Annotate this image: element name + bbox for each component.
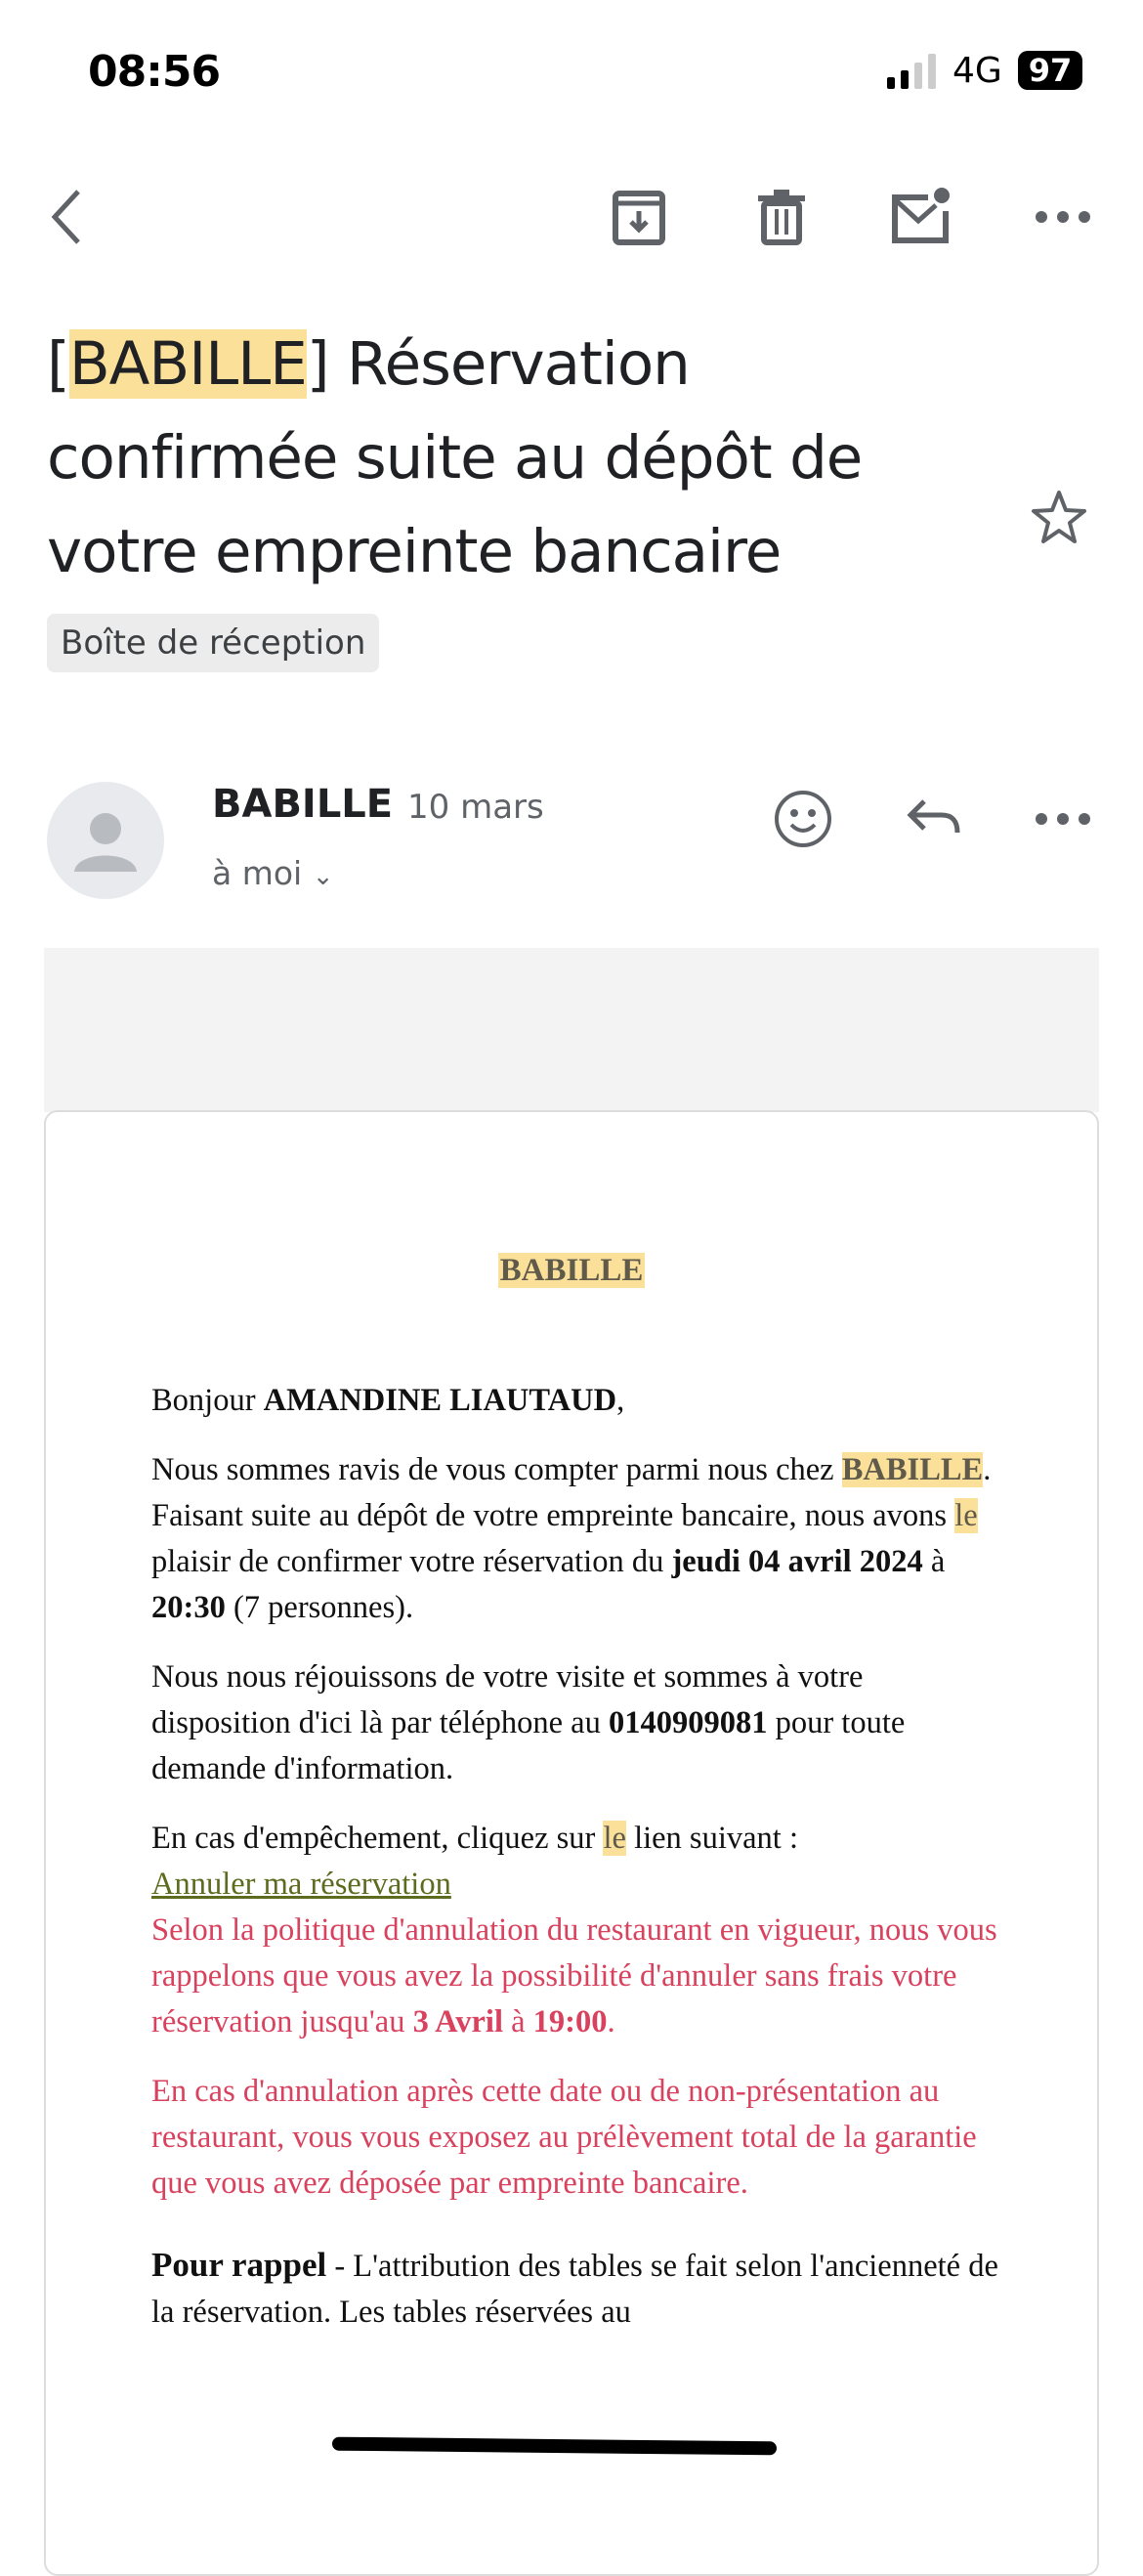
signal-icon	[887, 54, 938, 89]
label-chip-inbox[interactable]: Boîte de réception	[47, 614, 379, 672]
deadline-time: 19:00	[532, 2004, 608, 2039]
message-more-icon[interactable]	[1032, 788, 1094, 850]
subject-text: confirmée suite au dépôt de	[47, 423, 863, 493]
trash-icon[interactable]	[750, 186, 813, 248]
email-date: 10 mars	[407, 788, 544, 827]
avatar	[47, 782, 164, 899]
brand-name: BABILLE	[499, 1253, 644, 1288]
archive-icon[interactable]	[608, 186, 670, 248]
reservation-time: 20:30	[151, 1590, 226, 1625]
recipient-label: à moi	[212, 854, 303, 892]
cancel-reservation-link[interactable]: Annuler ma réservation	[151, 1867, 451, 1902]
sender-name: BABILLE	[212, 782, 394, 827]
back-icon[interactable]	[35, 186, 98, 248]
deadline-date: 3 Avril	[412, 2004, 503, 2039]
reply-icon[interactable]	[903, 788, 965, 850]
more-options-icon[interactable]	[1032, 186, 1094, 248]
status-time: 08:56	[88, 47, 221, 97]
person-icon	[47, 782, 164, 899]
mark-unread-icon[interactable]	[889, 186, 952, 248]
email-header-banner	[44, 948, 1099, 1112]
network-type: 4G	[952, 51, 1002, 91]
brand-heading	[0, 1253, 1143, 1289]
recipient-name: AMANDINE LIAUTAUD	[263, 1383, 617, 1418]
subject-text: ] Réservation	[306, 329, 690, 399]
star-icon[interactable]	[1028, 487, 1090, 549]
paragraph-confirmation: Nous sommes ravis de vous compter parmi nous chez BABILLE. Faisant suite au dépôt de votre empreinte bancaire, nous avons le plaisir de confirmer votre réservation du jeudi 04 avril 2024 à 20:30 (7 personnes).	[151, 1452, 992, 1625]
subject-highlight: BABILLE	[68, 329, 307, 399]
reservation-date: jeudi 04 avril 2024	[671, 1544, 923, 1579]
greeting: Bonjour AMANDINE LIAUTAUD,	[151, 1383, 625, 1418]
email-body	[151, 1378, 1001, 2359]
paragraph-reminder: Pour rappel - L'attribution des tables se fait selon l'ancienneté de la réservation. Les tables réservées au	[151, 2246, 998, 2330]
emoji-reaction-icon[interactable]	[772, 788, 834, 850]
paragraph-penalty: En cas d'annulation après cette date ou de non-présentation au restaurant, vous vous exposez au prélèvement total de la garantie que vous avez déposée par empreinte bancaire.	[151, 2074, 977, 2201]
paragraph-contact: Nous nous réjouissons de votre visite et sommes à votre disposition d'ici là par téléphone au 0140909081 pour toute demande d'information.	[151, 1659, 906, 1786]
phone-number: 0140909081	[608, 1705, 768, 1740]
paragraph-cancellation: En cas d'empêchement, cliquez sur le lien suivant : Annuler ma réservation Selon la politique d'annulation du restaurant en vigueur, nous vous rappelons que vous avez la possibilité d'annuler sans frais votre réservation jusqu'au 3 Avril à 19:00.	[151, 1821, 997, 2039]
chevron-down-icon: ⌄	[312, 862, 334, 891]
battery-indicator: 97	[1018, 51, 1082, 90]
brand-highlight: BABILLE	[841, 1452, 984, 1487]
email-subject: [BABILLE] Réservation confirmée suite au dépôt de votre empreinte bancaire	[47, 329, 863, 586]
subject-text: votre empreinte bancaire	[47, 517, 782, 586]
recipient-toggle[interactable]	[212, 854, 334, 892]
